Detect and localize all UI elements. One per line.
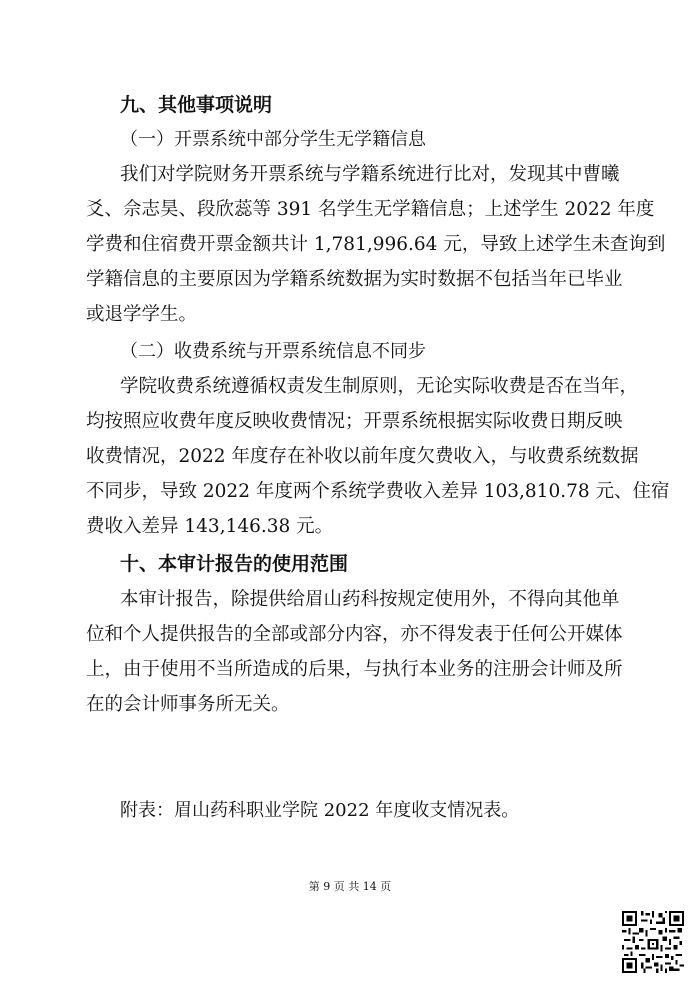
page-footer: 第 9 页 共 14 页 — [308, 880, 392, 893]
paragraph-line: 在的会计师事务所无关。 — [86, 694, 290, 715]
paragraph-line: 学籍信息的主要原因为学籍系统数据为实时数据不包括当年已毕业 — [86, 269, 623, 290]
qr-code-icon — [622, 911, 684, 973]
paragraph-line: 不同步，导致 2022 年度两个系统学费收入差异 103,810.78 元、住宿 — [86, 481, 670, 502]
paragraph-line: 均按照应收费年度反映收费情况；开票系统根据实际收费日期反映 — [86, 411, 623, 432]
paragraph-line: 爻、佘志昊、段欣蕊等 391 名学生无学籍信息；上述学生 2022 年度 — [86, 199, 655, 220]
section-9-heading: 九、其他事项说明 — [120, 94, 273, 116]
paragraph-line: 费收入差异 143,146.38 元。 — [86, 516, 334, 537]
paragraph-line: 或退学学生。 — [86, 304, 198, 325]
subsection-2-title: （二）收费系统与开票系统信息不同步 — [120, 341, 426, 362]
paragraph-line: 学院收费系统遵循权责发生制原则，无论实际收费是否在当年， — [120, 376, 639, 397]
paragraph-line: 位和个人提供报告的全部或部分内容，亦不得发表于任何公开媒体 — [86, 624, 623, 645]
paragraph-line: 本审计报告，除提供给眉山药科按规定使用外，不得向其他单 — [120, 589, 620, 610]
subsection-1-title: （一）开票系统中部分学生无学籍信息 — [120, 129, 426, 150]
attachment-note: 附表：眉山药科职业学院 2022 年度收支情况表。 — [120, 800, 520, 821]
paragraph-line: 学费和住宿费开票金额共计 1,781,996.64 元，导致上述学生未查询到 — [86, 234, 666, 255]
paragraph-line: 上，由于使用不当所造成的后果，与执行本业务的注册会计师及所 — [86, 659, 623, 680]
paragraph-line: 收费情况，2022 年度存在补收以前年度欠费收入，与收费系统数据 — [86, 446, 639, 467]
paragraph-line: 我们对学院财务开票系统与学籍系统进行比对，发现其中曹曦 — [120, 164, 620, 185]
section-10-heading: 十、本审计报告的使用范围 — [120, 553, 349, 575]
